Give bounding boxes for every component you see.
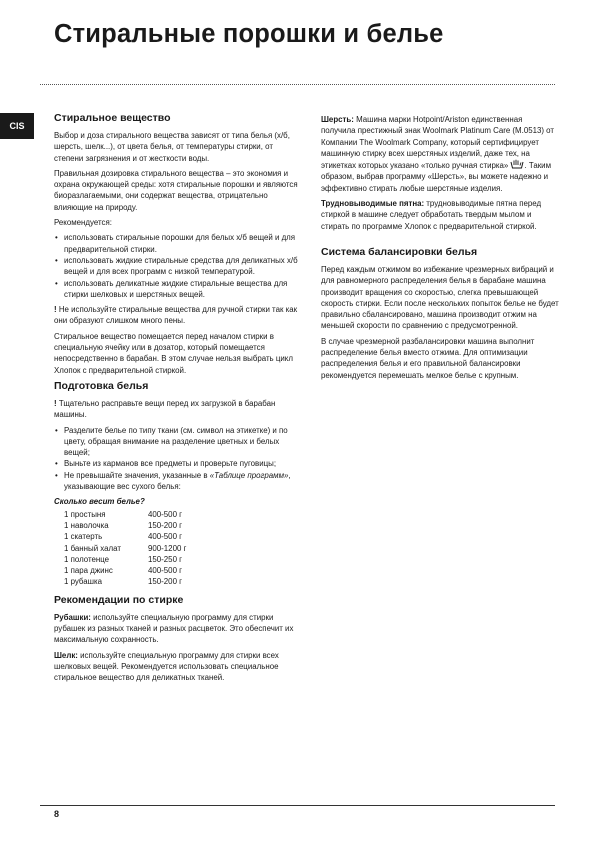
- table-row: 1 наволочка 150-200 г: [64, 520, 183, 530]
- table-row: 1 полотенце 150-250 г: [64, 554, 183, 564]
- table-row: 1 пара джинс 400-500 г: [64, 566, 183, 576]
- hand-wash-icon: [510, 159, 524, 169]
- list-item-text: Не превышайте значения, указанные в: [64, 470, 210, 480]
- warning-icon: !: [54, 305, 57, 315]
- list-item: • использовать жидкие стиральные средства для деликатных х/б вещей и для всех программ с низкой температурой.: [54, 255, 298, 278]
- recommend-label: Рекомендуется:: [54, 218, 112, 228]
- list-item: • использовать деликатные жидкие стиральные вещества для стирки шелковых и шерстяных вещей.: [54, 278, 298, 301]
- weight-question: Сколько весит белье?: [54, 497, 145, 507]
- left-column: [54, 112, 298, 687]
- prep-heading: Подготовка белья: [54, 379, 149, 392]
- warning-text: Не используйте стиральные вещества для ручной стирки так как они образуют слишком много пены.: [54, 305, 298, 326]
- list-item: • Выньте из карманов все предметы и проверьте пуговицы;: [54, 458, 298, 469]
- list-item: • использовать стиральные порошки для белых х/б вещей и для предварительной стирки.: [54, 232, 298, 255]
- page-title: Стиральные порошки и белье: [54, 20, 444, 48]
- list-item: [54, 470, 298, 493]
- silk-tip: Шелк: используйте специальную программу для стирки всех шелковых вещей. Рекомендуется использовать специальное стиральное вещество для деликатных тканей.: [54, 650, 279, 683]
- header-rule: [40, 84, 555, 85]
- prep-intro: [54, 398, 298, 421]
- language-tab: CIS: [0, 113, 34, 139]
- program-table-reference: «Таблице программ»: [209, 470, 289, 480]
- table-row: 1 скатерть 400-500 г: [64, 532, 183, 542]
- table-row: 1 рубашка 150-200 г: [64, 577, 183, 587]
- page-number: 8: [54, 809, 60, 819]
- prep-bullets: [54, 425, 298, 493]
- wool-tip: Шерсть: Машина марки Hotpoint/Ariston единственная получила престижный знак Woolmark Platinum Care (M.0513) от Компании The Woolmark Company, который сертифицирует машинную стирку всех шерстяных изделий, даже тех, на этикетках которых указано «только ручная стирка» . Таким образом, выбрав программу «Шерсть», вы можете надежно и эффективно стирать любые шерстяные изделия.: [321, 115, 555, 193]
- balance-paragraph-1: Перед каждым отжимом во избежание чрезмерных вибраций и для равномерного распределения белья в барабане машина производит вращения со скоростью, слегка превышающей скорость стирки. Если после нескольких попыток белье не будет правильно сбалансировано, машина производит отжим на меньшей скорости по сравнению с предусмотренной.: [321, 264, 559, 331]
- list-item-text: , указывающие вес сухого белья:: [64, 470, 291, 492]
- table-row: 1 банный халат 900-1200 г: [64, 543, 187, 553]
- detergent-heading: Стиральное вещество: [54, 112, 171, 124]
- detergent-bullets: [54, 232, 298, 300]
- balance-heading: Система балансировки белья: [321, 245, 478, 258]
- detergent-paragraph-2: Правильная дозировка стирального вещества – это экономия и охрана окружающей среды: хотя стиральные порошки и являются биоразлагаемыми, они содержат вещества, отрицательно влияющие на природу.: [54, 168, 298, 212]
- detergent-paragraph-1: Выбор и доза стирального вещества зависят от типа белья (х/б, шерсть, шелк...), от цвета белья, от температуры стирки, от степени загрязнения и от жесткости воды.: [54, 131, 290, 163]
- washing-tips-heading: Рекомендации по стирке: [54, 593, 184, 606]
- table-row: 1 простыня 400-500 г: [64, 509, 183, 519]
- warning-icon: !: [54, 398, 57, 408]
- hand-wash-warning: [54, 304, 298, 327]
- shirts-tip: Рубашки: используйте специальную программу для стирки рубашек из разных тканей и разных расцветок. Это обеспечит их максимальную сохранность.: [54, 612, 294, 645]
- right-column: [321, 114, 559, 385]
- list-item: • Разделите белье по типу ткани (см. символ на этикетке) и по цвету, обращая внимание на разделение цветных и белых вещей;: [54, 425, 298, 459]
- stains-tip: Трудновыводимые пятна: трудновыводимые пятна перед стиркой в машине следует обработать твердым мылом и стирать по программе Хлопок с предварительной стиркой.: [321, 199, 542, 231]
- balance-paragraph-2: В случае чрезмерной разбалансировки машина выполнит распределение белья вместо отжима. Для оптимизации распределения белья и его правильной балансировки рекомендуется перемешать мелкое белье с крупным.: [321, 336, 535, 380]
- prep-intro-text: Тщательно расправьте вещи перед их загрузкой в барабан машины.: [54, 398, 276, 420]
- weight-table: [64, 509, 186, 588]
- footer-rule: [40, 805, 555, 806]
- detergent-paragraph-3: Стиральное вещество помещается перед началом стирки в специальную ячейку или в дозатор, который помещается непосредственно в барабан. В этом случае нельзя выбрать цикл Хлопок с предварительной стиркой.: [54, 331, 293, 375]
